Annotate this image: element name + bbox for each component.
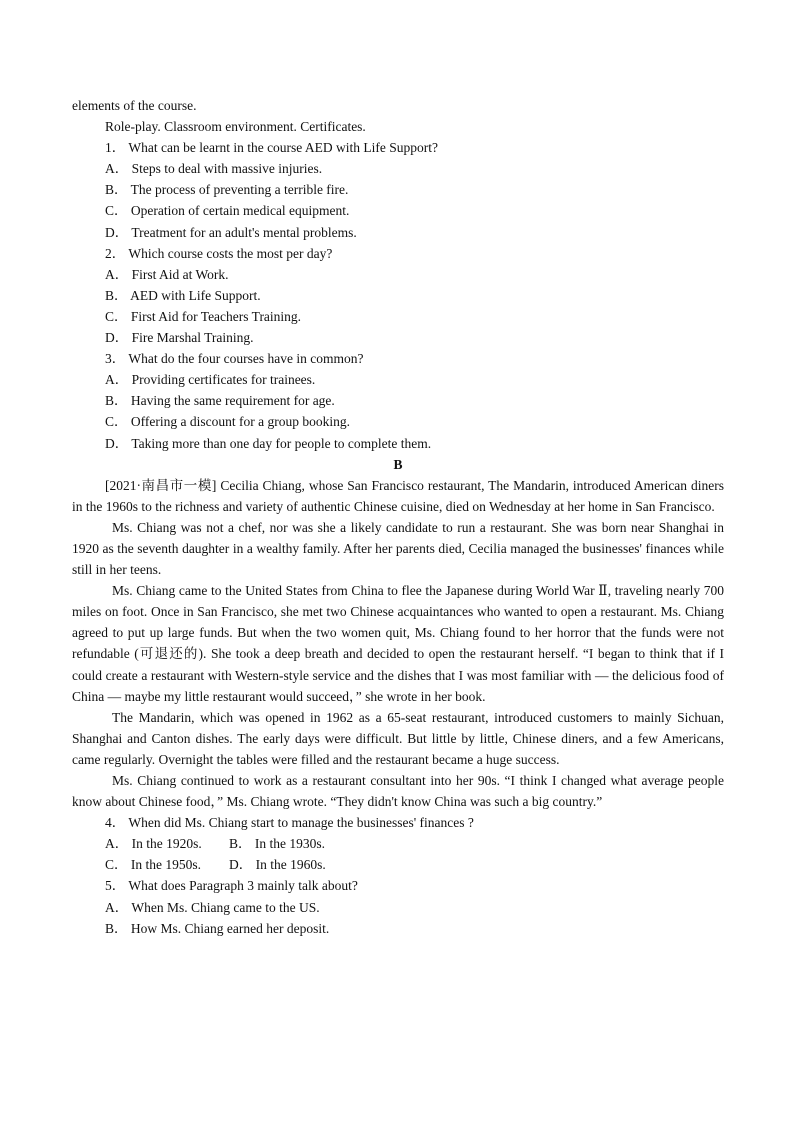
- question-stem: 2． Which course costs the most per day?: [105, 245, 333, 261]
- answer-option: C． Operation of certain medical equipment.: [105, 203, 350, 219]
- passage-paragraph: Ms. Chiang came to the United States from China to flee the Japanese during World War Ⅱ, traveling nearly 700 miles on foot. Once in San Francisco, she met two Chinese acquaintances who wanted to open a restaurant. Ms. Chiang agreed to put up large funds. But when the two women quit, Ms. Chiang found to her horror that the funds were not refundable (可退还的). She took a deep breath and decided to open the restaurant herself. “I began to think that if I could create a restaurant with Western-style service and the dishes that I was most familiar with — the delicious food of China — maybe my little restaurant would succeed，” she wrote in her book.: [72, 583, 724, 704]
- answer-option: A． Steps to deal with massive injuries.: [105, 161, 323, 177]
- answer-option: C． Offering a discount for a group booking.: [105, 414, 350, 430]
- answer-option: C． First Aid for Teachers Training.: [105, 308, 302, 324]
- intro-options-line: Role-play. Classroom environment. Certificates.: [105, 119, 366, 135]
- answer-option: D． Treatment for an adult's mental problems.: [105, 224, 357, 240]
- answer-option: A． When Ms. Chiang came to the US.: [105, 899, 320, 915]
- intro-line: elements of the course.: [72, 98, 197, 113]
- document-page: [72, 95, 724, 939]
- answer-option: B． AED with Life Support.: [105, 287, 261, 303]
- passage-paragraph: The Mandarin, which was opened in 1962 as a 65-seat restaurant, introduced customers to mainly Sichuan, Shanghai and Canton dishes. The early days were difficult. But little by little, Chinese diners, and a few Americans, came regularly. Overnight the tables were filled and the restaurant became a huge success.: [72, 709, 724, 767]
- question-stem: 3． What do the four courses have in common?: [105, 351, 364, 367]
- answer-option: A． In the 1920s.: [105, 836, 202, 852]
- question-stem: 5． What does Paragraph 3 mainly talk about?: [105, 878, 358, 894]
- answer-option: A． Providing certificates for trainees.: [105, 372, 316, 388]
- answer-option-row: [72, 833, 724, 854]
- section-heading: B: [393, 456, 403, 472]
- question-stem: 1． What can be learnt in the course AED with Life Support?: [105, 140, 439, 156]
- answer-option: B． Having the same requirement for age.: [105, 393, 335, 409]
- answer-option: C． In the 1950s.: [105, 857, 201, 873]
- passage-paragraph: Ms. Chiang was not a chef, nor was she a likely candidate to run a restaurant. She was born near Shanghai in 1920 as the seventh daughter in a wealthy family. After her parents died, Cecilia managed the businesses' finances while still in her teens.: [72, 519, 724, 578]
- answer-option: D． In the 1960s.: [229, 857, 326, 873]
- answer-option: B． In the 1930s.: [229, 836, 325, 852]
- answer-option: A． First Aid at Work.: [105, 266, 229, 282]
- answer-option: D． Fire Marshal Training.: [105, 330, 254, 346]
- answer-option: D． Taking more than one day for people to complete them.: [105, 435, 432, 451]
- answer-option-row: [72, 854, 724, 875]
- answer-option: B． The process of preventing a terrible fire.: [105, 182, 349, 198]
- passage-paragraph: Ms. Chiang continued to work as a restaurant consultant into her 90s. “I think I changed what average people know about Chinese food，” Ms. Chiang wrote. “They didn't know China was such a big country.”: [72, 773, 724, 810]
- answer-option: B． How Ms. Chiang earned her deposit.: [105, 920, 330, 936]
- passage-paragraph: [2021·南昌市一模] Cecilia Chiang, whose San Francisco restaurant, The Mandarin, introduced American diners in the 1960s to the richness and variety of authentic Chinese cuisine, died on Wednesday at her home in San Francisco.: [72, 477, 724, 514]
- question-stem: 4． When did Ms. Chiang start to manage the businesses' finances ?: [105, 815, 474, 831]
